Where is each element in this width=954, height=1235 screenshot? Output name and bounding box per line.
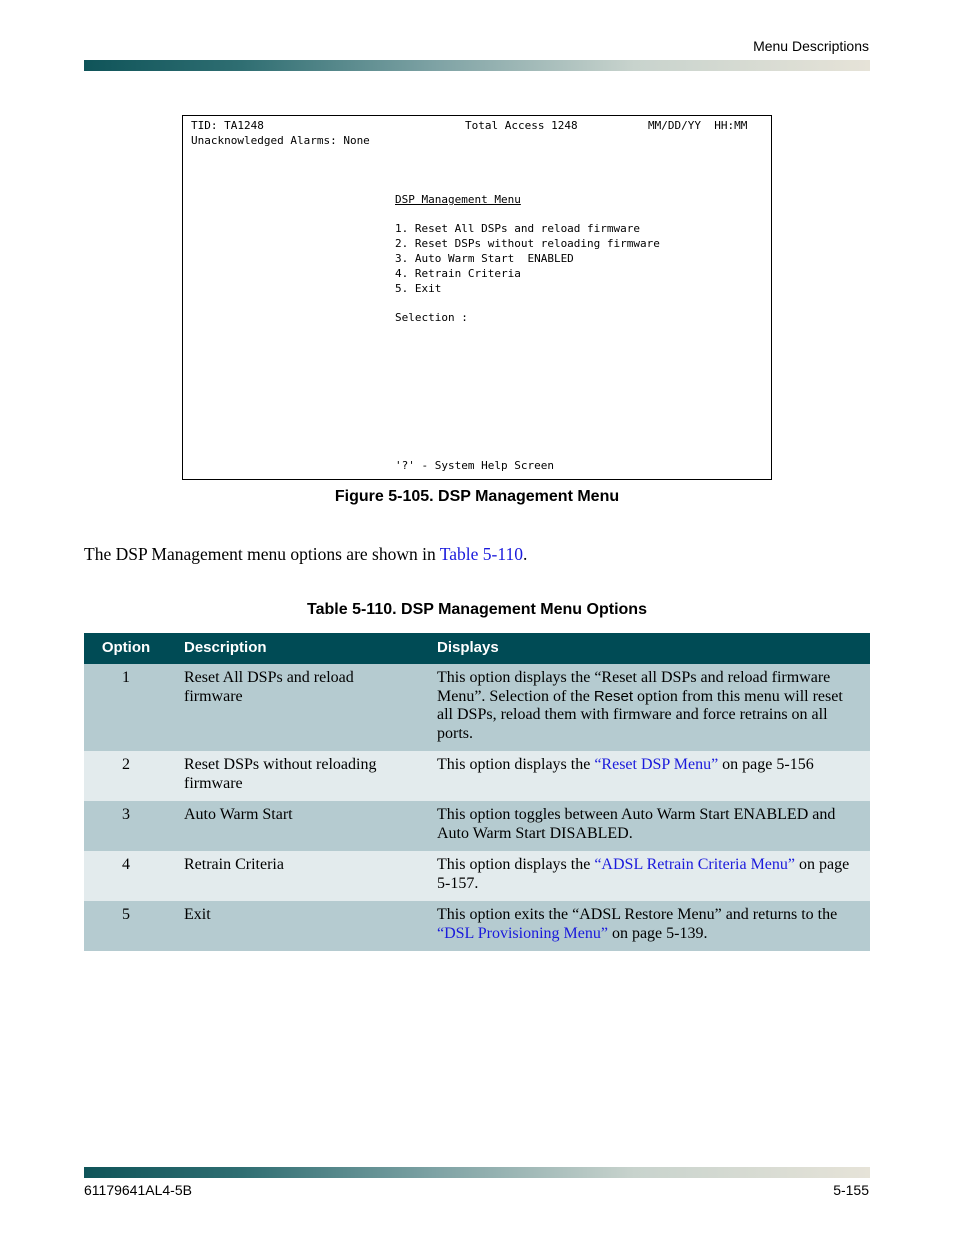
terminal-datetime: MM/DD/YY HH:MM (648, 119, 748, 132)
running-header: Menu Descriptions (753, 38, 869, 54)
table-header-row (84, 633, 870, 664)
terminal-alarms: Unacknowledged Alarms: None (191, 134, 370, 147)
menu-item-reset-no-reload[interactable]: 2. Reset DSPs without reloading firmware (395, 237, 660, 250)
row-description: Reset DSPs without reloading firmware (168, 751, 421, 801)
row-displays: This option toggles between Auto Warm Start ENABLED and Auto Warm Start DISABLED. (421, 801, 870, 851)
row-displays (421, 751, 870, 801)
terminal-product: Total Access 1248 (465, 119, 578, 132)
row-displays (421, 901, 870, 951)
header-displays: Displays (421, 633, 870, 664)
terminal-tid: TID: TA1248 (191, 119, 264, 132)
footer-rule (84, 1167, 870, 1178)
display-text: This option exits the “ADSL Restore Menu” and returns to the (437, 906, 838, 923)
display-text: This option displays the (437, 756, 595, 773)
table-row (84, 801, 870, 851)
header-option: Option (84, 633, 168, 664)
table-reference-link[interactable]: Table 5-110 (439, 544, 523, 564)
intro-paragraph (84, 544, 527, 565)
table-caption: Table 5-110. DSP Management Menu Options (307, 601, 647, 618)
intro-end: . (522, 544, 528, 564)
table-row (84, 664, 870, 751)
row-option: 5 (84, 901, 168, 951)
row-description: Exit (168, 901, 421, 951)
row-option: 4 (84, 851, 168, 901)
display-text: This option displays the (437, 856, 595, 873)
adsl-retrain-criteria-menu-link[interactable]: “ADSL Retrain Criteria Menu” (594, 856, 796, 873)
menu-item-retrain-criteria[interactable]: 4. Retrain Criteria (395, 267, 521, 280)
display-text: This option displays the “Reset all DSPs and reload firmware Menu”. Selection of the (437, 669, 831, 705)
row-option: 2 (84, 751, 168, 801)
selection-prompt[interactable]: Selection : (395, 311, 468, 324)
row-description: Auto Warm Start (168, 801, 421, 851)
row-description: Retrain Criteria (168, 851, 421, 901)
display-text: on page 5-157. (437, 856, 850, 892)
display-term: Reset (593, 687, 634, 705)
row-displays (421, 851, 870, 901)
menu-item-reset-all[interactable]: 1. Reset All DSPs and reload firmware (395, 222, 641, 235)
header-rule (84, 60, 870, 71)
table-row (84, 901, 870, 951)
table-row (84, 851, 870, 901)
help-hint: '?' - System Help Screen (395, 459, 554, 472)
options-table (84, 633, 870, 951)
menu-item-auto-warm-start[interactable]: 3. Auto Warm Start ENABLED (395, 252, 574, 265)
menu-item-exit[interactable]: 5. Exit (395, 282, 442, 295)
terminal-menu-title: DSP Management Menu (395, 193, 521, 206)
reset-dsp-menu-link[interactable]: “Reset DSP Menu” (594, 756, 719, 773)
document-number: 61179641AL4-5B (84, 1182, 192, 1198)
display-text: on page 5-139. (607, 924, 708, 942)
page-number: 5-155 (833, 1182, 869, 1198)
display-text: option from this menu will reset all DSPs, reload them with firmware and force retrains on all ports. (437, 687, 843, 742)
display-text: on page 5-156 (718, 756, 814, 773)
header-description: Description (168, 633, 421, 664)
terminal-screen (182, 115, 772, 480)
intro-text: The DSP Management menu options are shown in (84, 544, 440, 564)
row-option: 3 (84, 801, 168, 851)
row-displays (421, 664, 870, 751)
table-row (84, 751, 870, 801)
figure-caption: Figure 5-105. DSP Management Menu (334, 488, 620, 505)
dsl-provisioning-menu-link[interactable]: “DSL Provisioning Menu” (437, 924, 608, 942)
row-option: 1 (84, 664, 168, 751)
row-description: Reset All DSPs and reload firmware (168, 664, 421, 751)
